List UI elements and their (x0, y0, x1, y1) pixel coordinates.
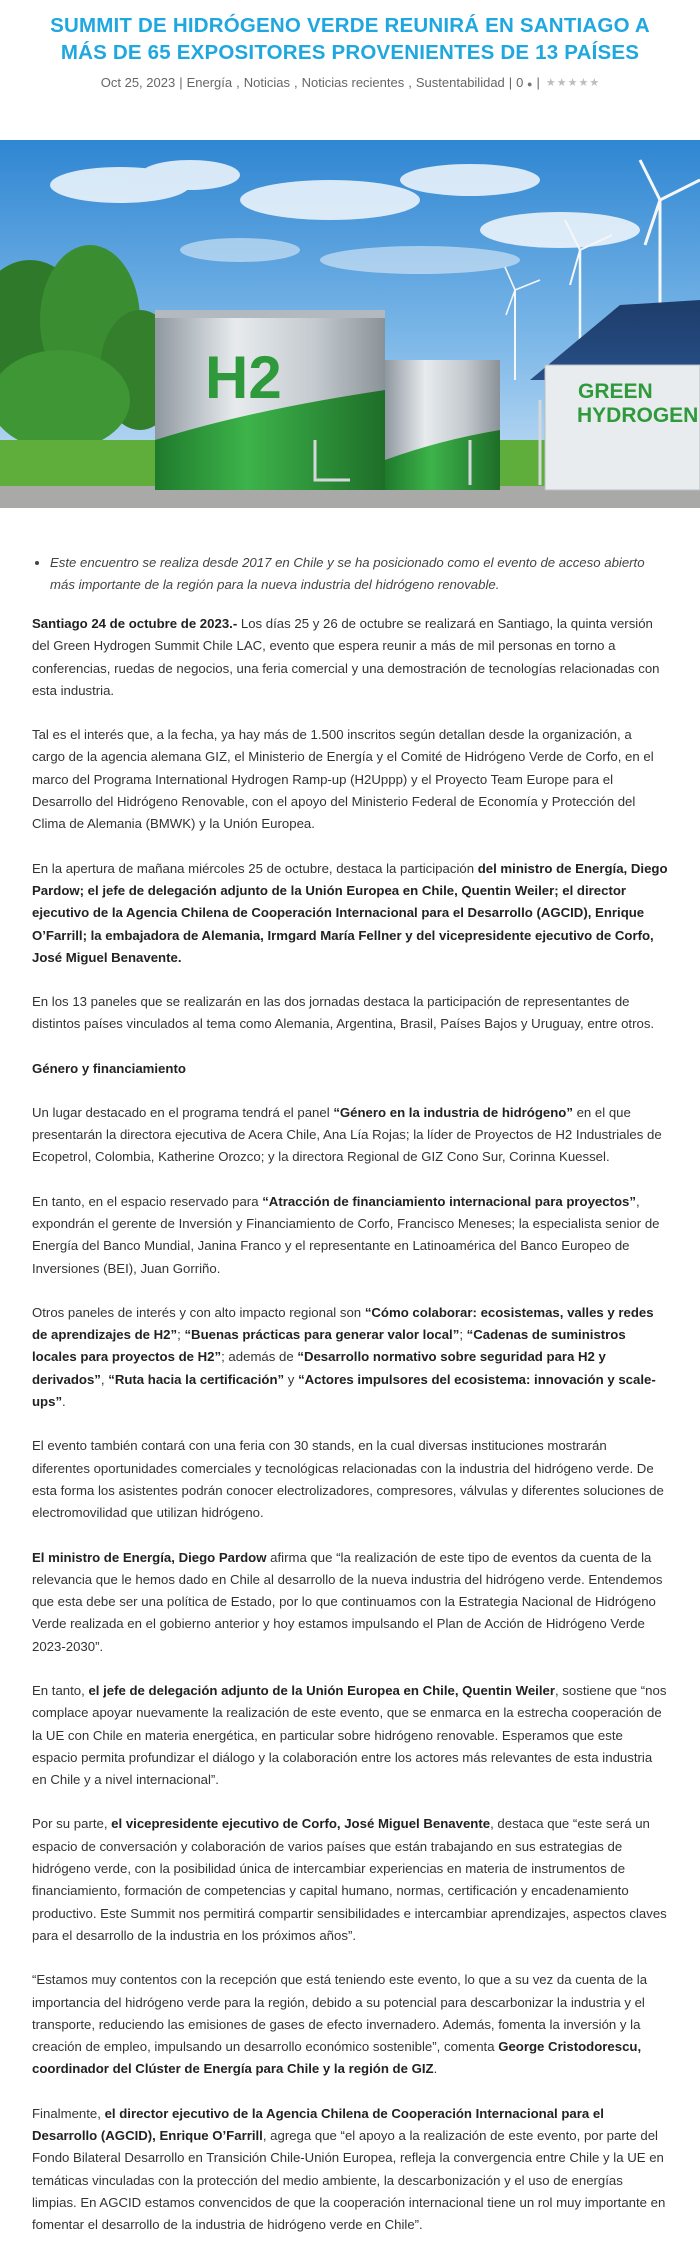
article-body (0, 508, 700, 2237)
post-meta: Oct 25, 2023 | Energía , Noticias , Noticias recientes , Sustentabilidad | 0 ● | ★ ★ ★ ★ ★ (100, 75, 600, 90)
paragraph-opening: En la apertura de mañana miércoles 25 de octubre, destaca la participación del ministro de Energía, Diego Pardow; el jefe de delegación adjunto de la Unión Europea en Chile, Quentin Weiler; el director ejecutivo de la Agencia Chilena de Cooperación Internacional para el Desarrollo (AGCID), Enrique O’Farrill; la embajadora de Alemania, Irmgard María Fellner y del vicepresidente ejecutivo de Corfo, José Miguel Benavente. (32, 860, 668, 965)
paragraph-intro: Santiago 24 de octubre de 2023.- Los días 25 y 26 de octubre se realizará en Santiago, la quinta versión del Green Hydrogen Summit Chile LAC, evento que espera reunir a más de mil personas en torno a conferencias, ruedas de negocios, una feria comercial y una demostración de tecnologías relacionadas con esta industria. (32, 616, 660, 698)
paragraph-corfo-quote: Por su parte, el vicepresidente ejecutivo de Corfo, José Miguel Benavente, destaca que “este será un espacio de conversación y colaboración de varios países que están trabajando en sus estrategias de hidrógeno verde, con la posibilidad única de intercambiar experiencias en materia de instrumentos de financiamiento, formación de competencias y capital humano, normas, certificación y encadenamiento productivo. Este Summit nos permitirá compartir sensibilidades e intercambiar aprendizajes, aspectos claves para el desarrollo de la industria en los próximos años”. (32, 1816, 667, 1943)
hero-image (0, 140, 700, 508)
paragraph-eu-quote: En tanto, el jefe de delegación adjunto de la Unión Europea en Chile, Quentin Weiler, sostiene que “nos complace apoyar nuevamente la realización de este evento, que se enmarca en la estrecha cooperación de la UE con Chile en materia energética, en particular sobre hidrógeno renovable. Esperamos que este espacio permita profundizar el diálogo y la colaboración entre los actores más relevantes de esta industria en Chile y a nivel internacional”. (32, 1682, 667, 1788)
meta-separator: | (179, 75, 183, 90)
star-icon[interactable]: ★ (578, 77, 589, 89)
container-label-line1: GREEN (578, 380, 653, 403)
comment-icon: ● (527, 79, 533, 89)
highlight-item: • Este encuentro se realiza desde 2017 en Chile y se ha posicionado como el evento de acceso abierto más importante de la región para la nueva industria del hidrógeno renovable. (50, 552, 668, 596)
paragraph-agcid-quote: Finalmente, el director ejecutivo de la Agencia Chilena de Cooperación Internacional para el Desarrollo (AGCID), Enrique O’Farrill, agrega que “el apoyo a la realización de este evento, por parte del Fondo Bilateral Desarrollo en Transición Chile-Unión Europea, refleja la convergencia entre Chile y la UE en temáticas vinculadas con la protección del medio ambiente, la descarbonización y el uso de energías limpias. En AGCID estamos convencidos de que la cooperación internacional tiene un rol muy importante en fomentar el desarrollo de la industria de hidrógeno verde en Chile”. (32, 2105, 666, 2233)
star-icon[interactable]: ★ (567, 77, 578, 89)
highlight-list (32, 552, 668, 596)
meta-separator: | (508, 75, 513, 90)
tank-label: H2 (205, 344, 282, 411)
star-icon[interactable]: ★ (545, 77, 556, 89)
hydrogen-tank (155, 310, 385, 490)
paragraph-panels: En los 13 paneles que se realizarán en las dos jornadas destaca la participación de representantes de distintos países vinculados al tema como Alemania, Argentina, Brasil, Países Bajos y Uruguay, entre otros. (32, 994, 655, 1032)
paragraph-other-panels: Otros paneles de interés y con alto impacto regional son “Cómo colaborar: ecosistemas, valles y redes de aprendizajes de H2”; “Buenas prácticas para generar valor local”; “Cadenas de suministros locales para proyectos de H2”; además de “Desarrollo normativo sobre seguridad para H2 y derivados”, “Ruta hacia la certificación” y “Actores impulsores del ecosistema: innovación y scale-ups”. (32, 1304, 656, 1410)
star-icon[interactable]: ★ (589, 77, 600, 89)
paragraph-fair: El evento también contará con una feria con 30 stands, en la cual diversas instituciones mostrarán diferentes oportunidades comerciales y tecnológicas relacionadas con la industria del hidrógeno verde. De esta forma los asistentes podrán conocer electrolizadores, compresores, válvulas y diferentes soluciones de electromovilidad que utilizan hidrógeno. (32, 1438, 664, 1521)
section-subheading: Género y financiamiento (32, 1060, 186, 1076)
paragraph-gender-panel: Un lugar destacado en el programa tendrá el panel “Género en la industria de hidrógeno” en el que presentarán la directora ejecutiva de Acera Chile, Ana Lía Rojas; la líder de Proyectos de H2 Industriales de Ecopetrol, Colombia, Katherine Orozco; y la directora Regional de GIZ Cono Sur, Corinna Kuessel. (32, 1104, 662, 1165)
meta-separator: | (536, 75, 540, 90)
paragraph-organization: Tal es el interés que, a la fecha, ya hay más de 1.500 inscritos según detallan desde la organización, a cargo de la agencia alemana GIZ, el Ministerio de Energía y el Comité de Hidrógeno Verde de Corfo, en el marco del Programa International Hydrogen Ramp-up (H2Uppp) y el Proyecto Team Europe para el Desarrollo del Hidrógeno Renovable, con el apoyo del Ministerio Federal de Economía y Protección del Clima de Alemania (BMWK) y la Unión Europea. (32, 727, 654, 832)
category-link-energia[interactable]: Energía (186, 75, 233, 90)
secondary-tank (385, 360, 500, 490)
container-label-line2: HYDROGEN (577, 404, 699, 427)
comment-count: 0 (516, 75, 524, 90)
article-title: SUMMIT DE HIDRÓGENO VERDE REUNIRÁ EN SANTIAGO A MÁS DE 65 EXPOSITORES PROVENIENTES DE 13 PAÍSES (50, 14, 650, 64)
category-link-noticias-recientes[interactable]: Noticias recientes (301, 75, 405, 90)
paragraph-minister-quote: El ministro de Energía, Diego Pardow afirma que “la realización de este tipo de eventos da cuenta de la relevancia que le hemos dado en Chile al desarrollo de la nueva industria del hidrógeno verde. Entendemos que esta debe ser una política de Estado, por lo que continuamos con la Estrategia Nacional de Hidrógeno Verde realizada en el gobierno anterior y hoy estamos impulsando el Plan de Acción de Hidrógeno Verde 2023-2030”. (32, 1549, 663, 1654)
category-link-sustentabilidad[interactable]: Sustentabilidad (415, 75, 505, 90)
article-header (0, 0, 700, 90)
star-rating[interactable] (546, 76, 599, 89)
paragraph-financing-panel: En tanto, en el espacio reservado para “Atracción de financiamiento internacional para proyectos”, expondrán el gerente de Inversión y Financiamiento de Corfo, Francisco Meneses; la especialista senior de Energía del Banco Mundial, Janina Franco y el representante en Latinoamérica del Banco Europeo de Inversiones (BEI), Juan Gorriño. (32, 1193, 660, 1276)
container (545, 365, 700, 490)
star-icon[interactable]: ★ (556, 77, 567, 89)
paragraph-giz-quote: “Estamos muy contentos con la recepción que está teniendo este evento, lo que a su vez da cuenta de la importancia del hidrógeno verde para la región, debido a su potencial para descarbonizar la industria y el transporte, reduciendo las emisiones de gases de efecto invernadero. Además, fomenta la inversión y la creación de empleo, impulsando un desarrollo económico sostenible”, comenta George Cristodorescu, coordinador del Clúster de Energía para Chile y la región de GIZ. (32, 1972, 648, 2077)
category-link-noticias[interactable]: Noticias (243, 75, 291, 90)
post-date: Oct 25, 2023 (100, 75, 176, 90)
comments-link[interactable] (516, 75, 532, 90)
